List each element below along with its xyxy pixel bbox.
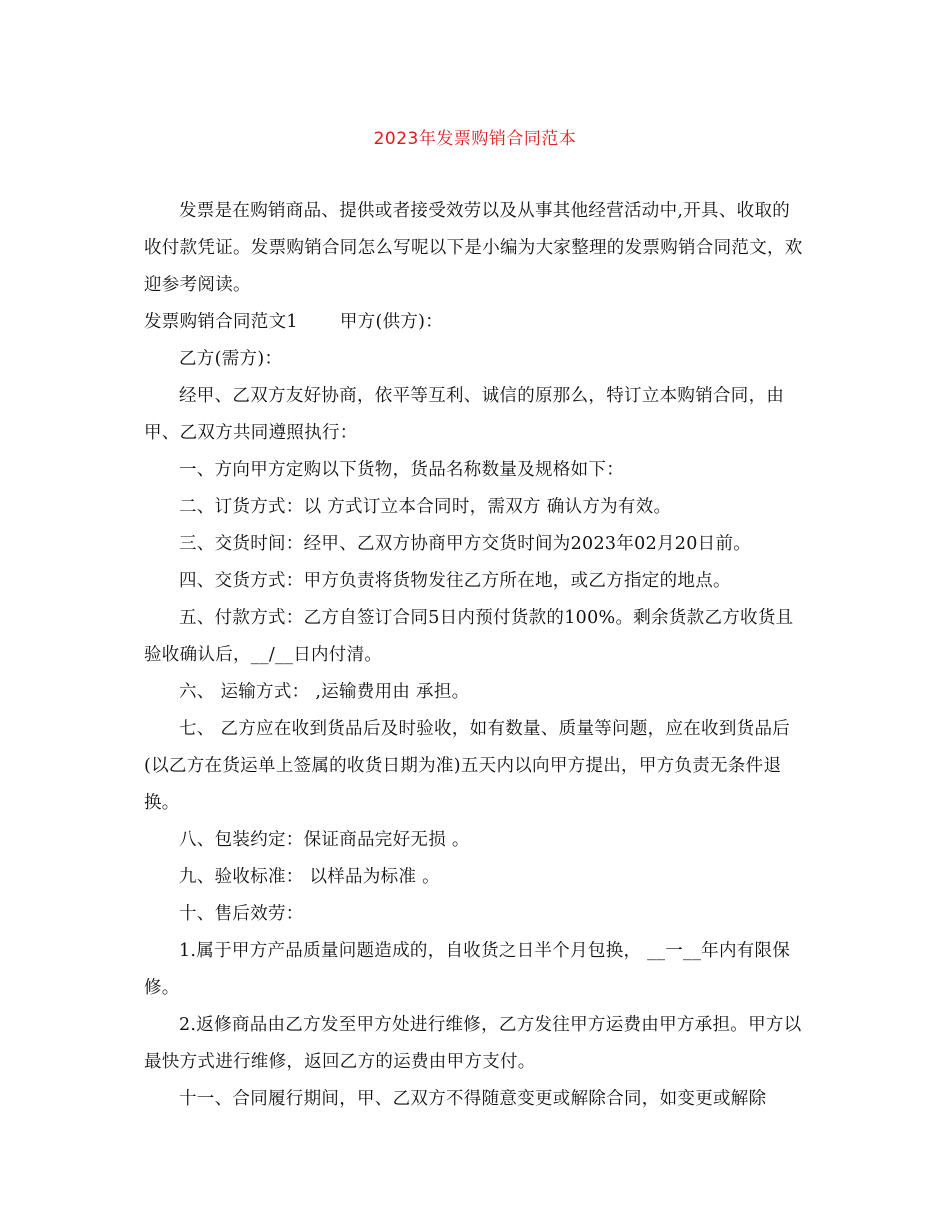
intro-paragraph: 发票是在购销商品、提供或者接受效劳以及从事其他经营活动中,开具、收取的收付款凭证。发票购销合同怎么写呢以下是小编为大家整理的发票购销合同范文，欢迎参考阅读。 <box>144 201 803 295</box>
document-title: 2023年发票购销合同范本 <box>373 129 577 149</box>
section-heading: 发票购销合同范文1 <box>144 312 298 332</box>
clause-paragraph: 二、订货方式：以 方式订立本合同时，需双方 确认方为有效。 <box>179 497 672 517</box>
document-body <box>144 193 804 1118</box>
party-b-label: 乙方(需方)： <box>179 349 283 369</box>
clause-paragraph: 1.属于甲方产品质量问题造成的，自收货之日半个月包换， __一__年内有限保修。 <box>144 941 791 998</box>
clause-paragraph: 一、方向甲方定购以下货物，货品名称数量及规格如下： <box>179 460 624 480</box>
clause-paragraph: 八、包装约定：保证商品完好无损 。 <box>179 830 470 850</box>
clause-paragraph: 十、售后效劳： <box>179 904 304 924</box>
clause-paragraph: 七、 乙方应在收到货品后及时验收，如有数量、质量等问题，应在收到货品后(以乙方在货运单上签属的收货日期为准)五天内以向甲方提出，甲方负责无条件退换。 <box>144 719 791 813</box>
party-a-label: 甲方(供方)： <box>339 312 444 332</box>
clause-paragraph: 九、验收标准： 以样品为标准 。 <box>179 867 440 887</box>
clause-paragraph: 十一、合同履行期间，甲、乙双方不得随意变更或解除合同，如变更或解除 <box>179 1089 767 1109</box>
clause-paragraph: 五、付款方式：乙方自签订合同5日内预付货款的100%。剩余货款乙方收货且验收确认后，__/__日内付清。 <box>144 608 794 665</box>
clause-paragraph: 六、 运输方式： ,运输费用由 承担。 <box>179 682 470 702</box>
clause-paragraph: 经甲、乙双方友好协商，依平等互利、诚信的原那么，特订立本购销合同，由甲、乙双方共同遵照执行： <box>144 386 785 443</box>
section-heading-line <box>144 304 804 341</box>
clause-paragraph: 2.返修商品由乙方发至甲方处进行维修，乙方发往甲方运费由甲方承担。甲方以最快方式进行维修，返回乙方的运费由甲方支付。 <box>144 1015 802 1072</box>
clause-paragraph: 四、交货方式：甲方负责将货物发往乙方所在地，或乙方指定的地点。 <box>179 571 731 591</box>
clause-paragraph: 三、交货时间：经甲、乙双方协商甲方交货时间为2023年02月20日前。 <box>179 534 752 554</box>
